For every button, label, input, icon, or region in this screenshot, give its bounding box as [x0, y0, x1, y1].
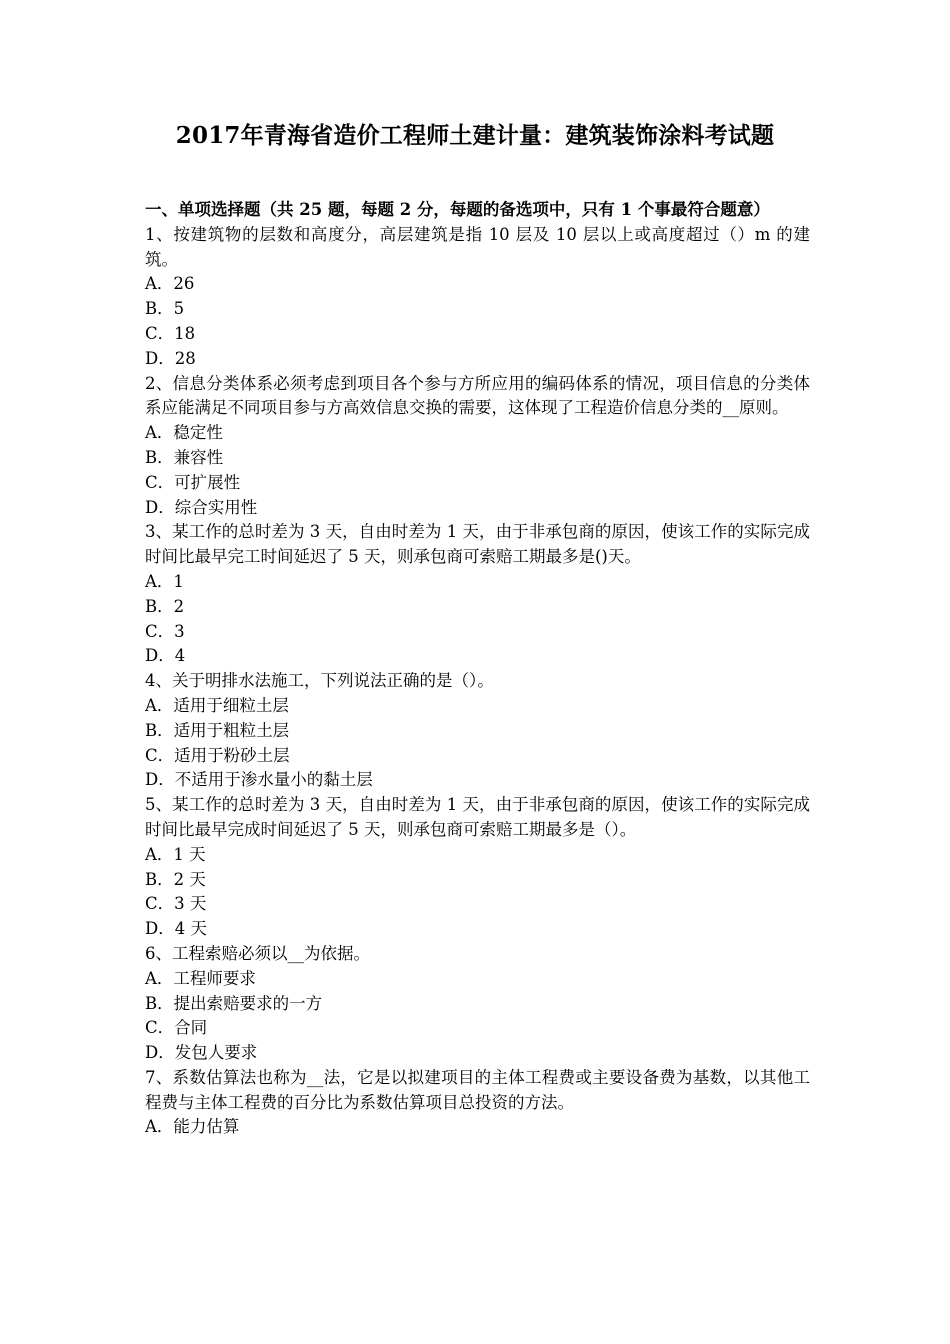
option-d: D．发包人要求: [145, 1043, 258, 1063]
option-a: A．工程师要求: [145, 968, 256, 988]
option-c: C．3 天: [145, 894, 207, 914]
question-2: [145, 372, 810, 521]
option-d: D．4: [145, 646, 186, 666]
option-d: D．综合实用性: [145, 497, 258, 517]
option-d: D．不适用于渗水量小的黏土层: [145, 770, 373, 790]
option-c: C．3: [145, 621, 185, 641]
question-text: 7、系数估算法也称为__法，它是以拟建项目的主体工程费或主要设备费为基数，以其他工程费与主体工程费的百分比为系数估算项目总投资的方法。: [145, 1067, 810, 1112]
option-a: A．26: [145, 274, 195, 294]
question-5: [145, 793, 810, 942]
option-b: B．2: [145, 596, 185, 616]
option-d: D．4 天: [145, 919, 207, 939]
document-body: [145, 198, 810, 1140]
section-header: 一、单项选择题（共 25 题，每题 2 分，每题的备选项中，只有 1 个事最符合题意）: [145, 200, 770, 219]
option-b: B．提出索赔要求的一方: [145, 993, 323, 1013]
option-d: D．28: [145, 348, 196, 368]
question-7: [145, 1066, 810, 1140]
option-b: B．兼容性: [145, 447, 224, 467]
document-title: 2017年青海省造价工程师土建计量：建筑装饰涂料考试题: [175, 122, 775, 149]
question-text: 3、某工作的总时差为 3 天，自由时差为 1 天，由于非承包商的原因，使该工作的实际完成时间比最早完工时间延迟了 5 天，则承包商可索赔工期最多是()天。: [145, 522, 810, 567]
question-4: [145, 669, 810, 793]
option-c: C．18: [145, 323, 196, 343]
question-3: [145, 520, 810, 669]
option-a: A．稳定性: [145, 423, 223, 443]
option-a: A．适用于细粒土层: [145, 695, 289, 715]
option-c: C．可扩展性: [145, 472, 241, 492]
question-text: 2、信息分类体系必须考虑到项目各个参与方所应用的编码体系的情况，项目信息的分类体系应能满足不同项目参与方高效信息交换的需要，这体现了工程造价信息分类的__原则。: [145, 373, 810, 418]
option-b: B．2 天: [145, 869, 206, 889]
question-1: [145, 223, 810, 372]
option-b: B．适用于粗粒土层: [145, 720, 290, 740]
option-c: C．合同: [145, 1018, 208, 1038]
option-a: A．能力估算: [145, 1117, 240, 1137]
question-text: 4、关于明排水法施工，下列说法正确的是（）。: [145, 671, 494, 691]
question-text: 6、工程索赔必须以__为依据。: [145, 943, 370, 963]
option-a: A．1: [145, 571, 184, 591]
option-a: A．1 天: [145, 844, 206, 864]
question-text: 1、按建筑物的层数和高度分，高层建筑是指 10 层及 10 层以上或高度超过（）m 的建筑。: [145, 224, 810, 269]
option-c: C．适用于粉砂土层: [145, 745, 290, 765]
question-6: [145, 942, 810, 1066]
option-b: B．5: [145, 299, 185, 319]
question-text: 5、某工作的总时差为 3 天，自由时差为 1 天，由于非承包商的原因，使该工作的实际完成时间比最早完成时间延迟了 5 天，则承包商可索赔工期最多是（）。: [145, 795, 810, 839]
